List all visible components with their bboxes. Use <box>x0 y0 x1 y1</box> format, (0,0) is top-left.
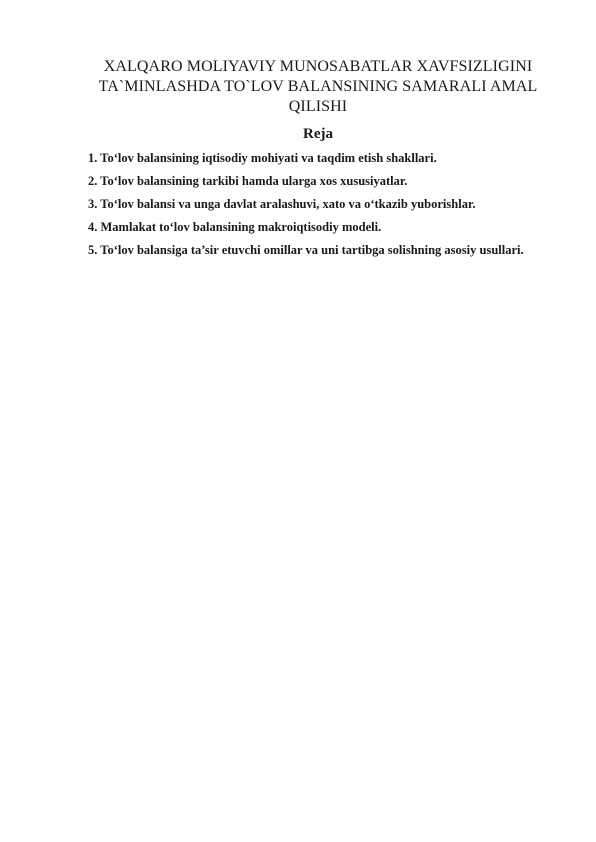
plan-item-1: 1. To‘lov balansining iqtisodiy mohiyati va taqdim etish shakllari. <box>88 151 437 165</box>
plan-item-2: 2. To‘lov balansining tarkibi hamda ularga xos xususiyatlar. <box>88 174 408 188</box>
document-title <box>80 57 556 117</box>
title-line-3: QILISHI <box>288 98 348 115</box>
plan-item-3: 3. To‘lov balansi va unga davlat aralashuvi, xato va o‘tkazib yuborishlar. <box>88 197 476 211</box>
plan-list <box>88 150 534 265</box>
plan-item-4: 4. Mamlakat to‘lov balansining makroiqtisodiy modeli. <box>88 220 382 234</box>
title-line-2: TA`MINLASHDA TO`LOV BALANSINING SAMARALI AMAL <box>98 78 538 95</box>
plan-item-5: 5. To‘lov balansiga ta’sir etuvchi omillar va uni tartibga solishning asosiy usullari. <box>88 243 524 257</box>
plan-heading: Reja <box>303 126 333 142</box>
title-line-1: XALQARO MOLIYAVIY MUNOSABATLAR XAVFSIZLIGINI <box>103 58 533 75</box>
